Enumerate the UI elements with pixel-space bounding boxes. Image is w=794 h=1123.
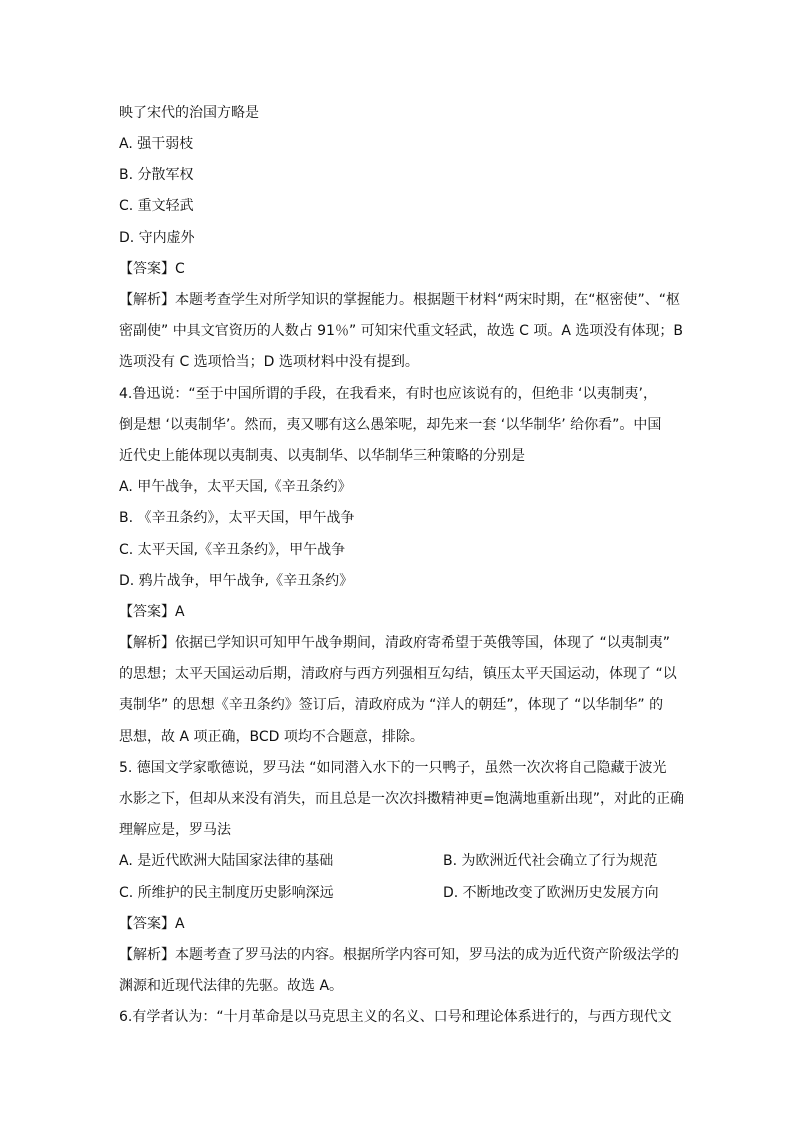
answer-value: C — [175, 261, 185, 277]
q4-option-d: D. 鸦片战争，甲午战争,《辛丑条约》 — [119, 573, 354, 589]
q4-analysis-line-1 — [119, 633, 670, 653]
answer-label: 【答案】 — [119, 916, 175, 932]
q5-stem-line-3: 理解应是，罗马法 — [119, 822, 231, 838]
q3-analysis-line-3: 选项没有 C 选项恰当；D 选项材料中没有提到。 — [119, 354, 419, 370]
q5-option-a: A. 是近代欧洲大陆国家法律的基础 — [119, 853, 334, 869]
q5-option-c: C. 所维护的民主制度历史影响深远 — [119, 885, 334, 901]
answer-value: A — [175, 604, 185, 620]
q4-option-b: B. 《辛丑条约》，太平天国，甲午战争 — [119, 510, 355, 526]
q4-analysis-line-4: 思想，故 A 项正确，BCD 项均不合题意，排除。 — [119, 729, 424, 745]
q3-answer — [119, 259, 185, 279]
q4-analysis-line-3: 夷制华” 的思想《辛丑条约》签订后，清政府成为 “洋人的朝廷”，体现了 “以华制华” 的 — [119, 697, 664, 713]
q5-stem-line-1: 5. 德国文学家歌德说，罗马法 “如同潜入水下的一只鸭子，虽然一次次将自己隐藏于波光 — [119, 760, 667, 776]
analysis-label: 【解析】 — [119, 292, 175, 308]
q5-answer — [119, 914, 185, 934]
q4-stem-line-3: 近代史上能体现以夷制夷、以夷制华、以华制华三种策略的分别是 — [119, 448, 525, 464]
q4-option-c: C. 太平天国,《辛丑条约》，甲午战争 — [119, 542, 346, 558]
q5-analysis-line-1 — [119, 945, 679, 965]
analysis-label: 【解析】 — [119, 947, 175, 963]
q3-stem-tail: 映了宋代的治国方略是 — [119, 105, 259, 121]
analysis-text: 本题考查学生对所学知识的掌握能力。根据题干材料“两宋时期，在“枢密使”、“枢 — [175, 292, 681, 308]
q3-option-d: D. 守内虚外 — [119, 230, 195, 246]
analysis-text: 依据已学知识可知甲午战争期间，清政府寄希望于英俄等国，体现了 “以夷制夷” — [175, 635, 670, 651]
q4-analysis-line-2: 的思想；太平天国运动后期，清政府与西方列强相互勾结，镇压太平天国运动，体现了 “以 — [119, 666, 677, 682]
q4-stem-line-2: 倒是想 ‘以夷制华’。然而，夷又哪有这么愚笨呢，却先来一套 ‘以华制华’ 给你看”。中国 — [119, 417, 662, 433]
q5-stem-line-2: 水影之下，但却从来没有消失，而且总是一次次抖擞精神更=饱满地重新出现”，对此的正确 — [119, 791, 684, 807]
q5-option-d: D. 不断地改变了欧洲历史发展方向 — [443, 885, 659, 901]
answer-label: 【答案】 — [119, 261, 175, 277]
q3-analysis-line-2: 密副使” 中具文官资历的人数占 91％” 可知宋代重文轻武，故选 C 项。A 选项没有体现；B — [119, 323, 683, 339]
answer-label: 【答案】 — [119, 604, 175, 620]
q3-option-c: C. 重文轻武 — [119, 198, 194, 214]
q3-analysis-line-1 — [119, 290, 680, 310]
answer-value: A — [175, 916, 185, 932]
q4-option-a: A. 甲午战争，太平天国,《辛丑条约》 — [119, 479, 352, 495]
q5-option-b: B. 为欧洲近代社会确立了行为规范 — [443, 853, 658, 869]
q5-analysis-line-2: 渊源和近现代法律的先驱。故选 A。 — [119, 978, 344, 994]
q3-option-a: A. 强干弱枝 — [119, 136, 194, 152]
q6-stem-line-1: 6.有学者认为：“十月革命是以马克思主义的名义、口号和理论体系进行的，与西方现代文 — [119, 1009, 672, 1025]
analysis-text: 本题考查了罗马法的内容。根据所学内容可知，罗马法的成为近代资产阶级法学的 — [175, 947, 679, 963]
q4-answer — [119, 602, 185, 622]
analysis-label: 【解析】 — [119, 635, 175, 651]
q4-stem-line-1: 4.鲁迅说：“至于中国所谓的手段，在我看来，有时也应该说有的，但绝非 ‘以夷制夷’， — [119, 386, 657, 402]
q3-option-b: B. 分散军权 — [119, 167, 194, 183]
